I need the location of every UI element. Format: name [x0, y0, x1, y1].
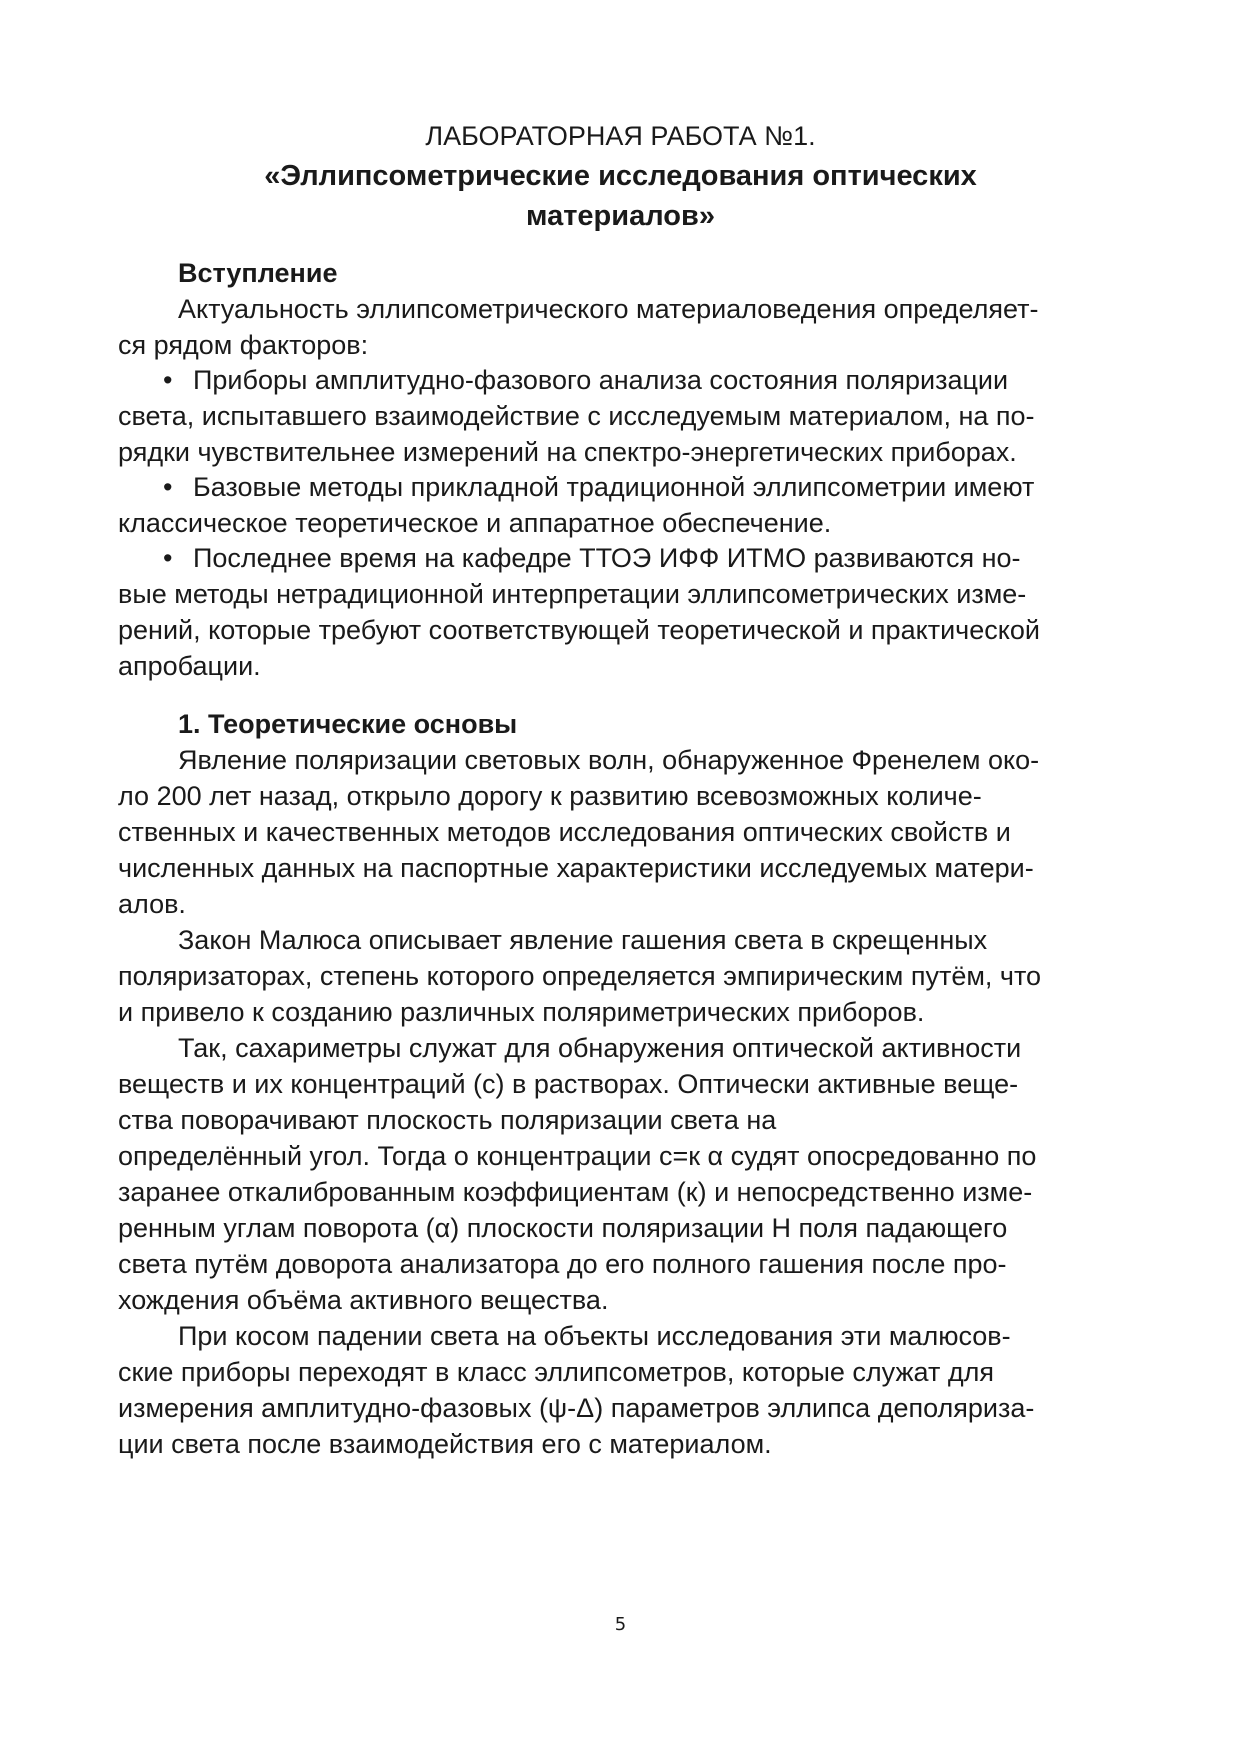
paragraph-line: Явление поляризации световых волн, обнаруженное Френелем око-	[178, 745, 1040, 775]
section-heading: 1. Теоретические основы	[178, 709, 518, 739]
bullet-text-line: света, испытавшего взаимодействие с исследуемым материалом, на по-	[118, 401, 1035, 431]
bullet-text: Приборы амплитудно-фазового анализа состояния поляризации	[193, 365, 1009, 395]
lab-title: ЛАБОРАТОРНАЯ РАБОТА №1.	[425, 121, 816, 151]
paragraph-line: ские приборы переходят в класс эллипсометров, которые служат для	[118, 1357, 994, 1387]
bullet-text-line: рядки чувствительнее измерений на спектро-энергетических приборах.	[118, 437, 1017, 467]
bullet-item	[163, 469, 1173, 505]
bullet-text-line: классическое теоретическое и аппаратное обеспечение.	[118, 508, 832, 538]
work-title-line-1: «Эллипсометрические исследования оптических	[264, 160, 977, 192]
paragraph-line: алов.	[118, 889, 186, 919]
paragraph-line: ственных и качественных методов исследования оптических свойств и	[118, 817, 1011, 847]
bullet-marker: •	[163, 472, 173, 502]
paragraph-line: ло 200 лет назад, открыло дорогу к развитию всевозможных количе-	[118, 781, 982, 811]
bullet-marker: •	[163, 365, 173, 395]
paragraph-line: и привело к созданию различных поляриметрических приборов.	[118, 997, 925, 1027]
bullet-text-line: рений, которые требуют соответствующей теоретической и практической	[118, 615, 1040, 645]
paragraph-line: Закон Малюса описывает явление гашения света в скрещенных	[178, 925, 988, 955]
intro-heading: Вступление	[178, 258, 338, 288]
paragraph-line: хождения объёма активного вещества.	[118, 1285, 609, 1315]
paragraph-line: ренным углам поворота (α) плоскости поляризации Н поля падающего	[118, 1213, 1008, 1243]
intro-line: Актуальность эллипсометрического материаловедения определяет-	[178, 294, 1039, 324]
paragraph-line: Так, сахариметры служат для обнаружения оптической активности	[178, 1033, 1022, 1063]
bullet-text: Базовые методы прикладной традиционной эллипсометрии имеют	[193, 472, 1035, 502]
paragraph-line: поляризаторах, степень которого определяется эмпирическим путём, что	[118, 961, 1042, 991]
paragraph-line: определённый угол. Тогда о концентрации с=к α судят опосредованно по	[118, 1141, 1037, 1171]
paragraph-line: света путём доворота анализатора до его полного гашения после про-	[118, 1249, 1007, 1279]
page-number: 5	[614, 1614, 627, 1635]
intro-line: ся рядом факторов:	[118, 330, 369, 360]
bullet-text-line: апробации.	[118, 651, 261, 681]
paragraph-line: ции света после взаимодействия его с материалом.	[118, 1429, 772, 1459]
paragraph-line: веществ и их концентраций (с) в растворах. Оптически активные веще-	[118, 1069, 1019, 1099]
paragraph-line: При косом падении света на объекты исследования эти малюсов-	[178, 1321, 1011, 1351]
paragraph-line: измерения амплитудно-фазовых (ψ-Δ) параметров эллипса деполяриза-	[118, 1393, 1035, 1423]
bullet-item	[163, 362, 1173, 398]
paragraph-line: заранее откалиброванным коэффициентам (к) и непосредственно изме-	[118, 1177, 1033, 1207]
bullet-text: Последнее время на кафедре ТТОЭ ИФФ ИТМО развиваются но-	[193, 543, 1021, 573]
bullet-marker: •	[163, 543, 173, 573]
bullet-text-line: вые методы нетрадиционной интерпретации эллипсометрических изме-	[118, 579, 1027, 609]
work-title-line-2: материалов»	[526, 200, 715, 232]
bullet-item	[163, 540, 1173, 576]
paragraph-line: ства поворачивают плоскость поляризации света на	[118, 1105, 777, 1135]
paragraph-line: численных данных на паспортные характеристики исследуемых матери-	[118, 853, 1034, 883]
